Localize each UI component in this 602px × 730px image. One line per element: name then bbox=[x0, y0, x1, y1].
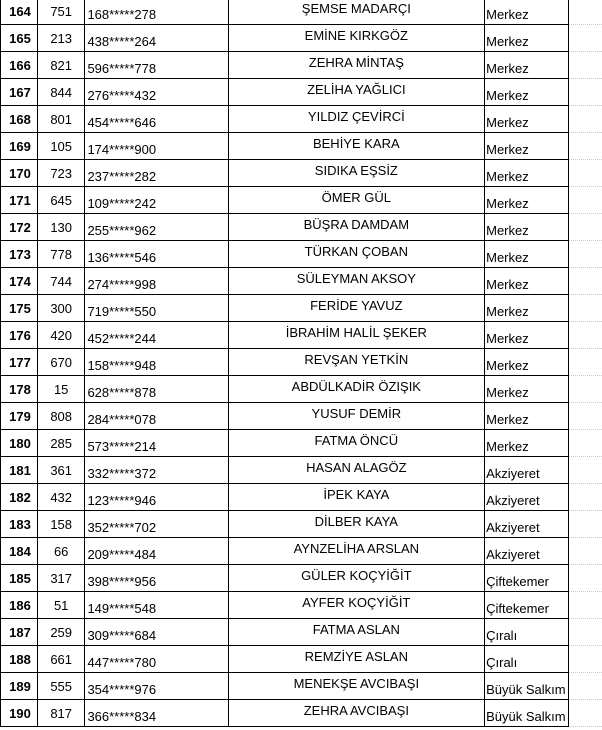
empty-cell[interactable] bbox=[569, 673, 602, 700]
table-row bbox=[1, 538, 602, 565]
full-name-cell-text: BÜŞRA DAMDAM bbox=[303, 216, 410, 232]
full-name-cell-text: MENEKŞE AVCIBAŞI bbox=[293, 675, 420, 691]
score-cell[interactable]: 285 bbox=[37, 430, 85, 457]
masked-id-cell-text: 596*****778 bbox=[87, 60, 157, 76]
full-name-cell-text: ZELİHA YAĞLICI bbox=[307, 81, 406, 97]
score-cell[interactable]: 66 bbox=[37, 538, 85, 565]
row-number-cell[interactable]: 166 bbox=[1, 52, 38, 79]
masked-id-cell[interactable] bbox=[85, 268, 228, 295]
masked-id-cell-text: 149*****548 bbox=[87, 600, 157, 616]
masked-id-cell-text: 354*****976 bbox=[87, 681, 157, 697]
masked-id-cell[interactable] bbox=[85, 646, 228, 673]
location-cell-text: Akziyeret bbox=[486, 492, 540, 508]
table-row bbox=[1, 187, 602, 214]
full-name-cell[interactable] bbox=[228, 565, 485, 592]
location-cell-text: Akziyeret bbox=[486, 465, 540, 481]
location-cell-text: Çıralı bbox=[486, 627, 518, 643]
empty-cell[interactable] bbox=[569, 214, 602, 241]
masked-id-cell[interactable] bbox=[85, 160, 228, 187]
location-cell[interactable] bbox=[485, 0, 569, 25]
row-number-cell[interactable]: 168 bbox=[1, 106, 38, 133]
full-name-cell[interactable] bbox=[228, 619, 485, 646]
table-row bbox=[1, 403, 602, 430]
table-row bbox=[1, 484, 602, 511]
full-name-cell-text: ŞEMSE MADARÇI bbox=[301, 0, 411, 16]
table-row bbox=[1, 0, 602, 25]
location-cell[interactable] bbox=[485, 619, 569, 646]
masked-id-cell-text: 309*****684 bbox=[87, 627, 157, 643]
table-row bbox=[1, 376, 602, 403]
location-cell-text: Merkez bbox=[486, 195, 529, 211]
score-cell[interactable]: 15 bbox=[37, 376, 85, 403]
location-cell-text: Merkez bbox=[486, 6, 529, 22]
full-name-cell-text: YILDIZ ÇEVİRCİ bbox=[307, 108, 405, 124]
row-number-cell[interactable]: 175 bbox=[1, 295, 38, 322]
score-cell[interactable]: 844 bbox=[37, 79, 85, 106]
location-cell-text: Merkez bbox=[486, 60, 529, 76]
full-name-cell[interactable] bbox=[228, 160, 485, 187]
full-name-cell-text: TÜRKAN ÇOBAN bbox=[304, 243, 408, 259]
location-cell[interactable] bbox=[485, 106, 569, 133]
table-row bbox=[1, 106, 602, 133]
row-number-cell[interactable]: 179 bbox=[1, 403, 38, 430]
location-cell[interactable] bbox=[485, 52, 569, 79]
table-body bbox=[1, 0, 602, 727]
location-cell[interactable] bbox=[485, 241, 569, 268]
table-row bbox=[1, 25, 602, 52]
masked-id-cell[interactable] bbox=[85, 349, 228, 376]
table-row bbox=[1, 592, 602, 619]
empty-cell[interactable] bbox=[569, 79, 602, 106]
row-number-cell[interactable]: 169 bbox=[1, 133, 38, 160]
empty-cell[interactable] bbox=[569, 0, 602, 25]
masked-id-cell-text: 123*****946 bbox=[87, 492, 157, 508]
masked-id-cell[interactable] bbox=[85, 376, 228, 403]
full-name-cell-text: ZEHRA MİNTAŞ bbox=[308, 54, 404, 70]
masked-id-cell[interactable] bbox=[85, 511, 228, 538]
masked-id-cell[interactable] bbox=[85, 484, 228, 511]
score-cell[interactable]: 300 bbox=[37, 295, 85, 322]
full-name-cell[interactable] bbox=[228, 403, 485, 430]
full-name-cell-text: ABDÜLKADİR ÖZIŞIK bbox=[291, 378, 421, 394]
row-number-cell[interactable]: 190 bbox=[1, 700, 38, 727]
score-cell[interactable]: 744 bbox=[37, 268, 85, 295]
location-cell[interactable] bbox=[485, 187, 569, 214]
table-row bbox=[1, 322, 602, 349]
location-cell[interactable] bbox=[485, 592, 569, 619]
table-row bbox=[1, 241, 602, 268]
location-cell-text: Merkez bbox=[486, 411, 529, 427]
masked-id-cell[interactable] bbox=[85, 565, 228, 592]
score-cell[interactable]: 555 bbox=[37, 673, 85, 700]
table-row bbox=[1, 349, 602, 376]
location-cell-text: Merkez bbox=[486, 33, 529, 49]
empty-cell[interactable] bbox=[569, 187, 602, 214]
full-name-cell[interactable] bbox=[228, 592, 485, 619]
masked-id-cell-text: 109*****242 bbox=[87, 195, 157, 211]
empty-cell[interactable] bbox=[569, 241, 602, 268]
location-cell-text: Büyük Salkım bbox=[486, 681, 566, 697]
full-name-cell[interactable] bbox=[228, 700, 485, 727]
empty-cell[interactable] bbox=[569, 565, 602, 592]
masked-id-cell[interactable] bbox=[85, 430, 228, 457]
row-number-cell[interactable]: 188 bbox=[1, 646, 38, 673]
row-number-cell[interactable]: 181 bbox=[1, 457, 38, 484]
full-name-cell-text: SIDIKA EŞSİZ bbox=[314, 162, 398, 178]
masked-id-cell-text: 352*****702 bbox=[87, 519, 157, 535]
location-cell[interactable] bbox=[485, 295, 569, 322]
row-number-cell[interactable]: 171 bbox=[1, 187, 38, 214]
full-name-cell[interactable] bbox=[228, 646, 485, 673]
full-name-cell-text: İPEK KAYA bbox=[323, 486, 390, 502]
full-name-cell[interactable] bbox=[228, 430, 485, 457]
score-cell[interactable]: 670 bbox=[37, 349, 85, 376]
full-name-cell[interactable] bbox=[228, 268, 485, 295]
score-cell[interactable]: 661 bbox=[37, 646, 85, 673]
table-row bbox=[1, 646, 602, 673]
full-name-cell[interactable] bbox=[228, 214, 485, 241]
location-cell-text: Çiftekemer bbox=[486, 573, 549, 589]
score-cell[interactable]: 778 bbox=[37, 241, 85, 268]
empty-cell[interactable] bbox=[569, 619, 602, 646]
full-name-cell[interactable] bbox=[228, 0, 485, 25]
masked-id-cell-text: 255*****962 bbox=[87, 222, 157, 238]
location-cell[interactable] bbox=[485, 403, 569, 430]
full-name-cell[interactable] bbox=[228, 241, 485, 268]
score-cell[interactable]: 361 bbox=[37, 457, 85, 484]
masked-id-cell-text: 174*****900 bbox=[87, 141, 157, 157]
location-cell[interactable] bbox=[485, 133, 569, 160]
full-name-cell-text: ÖMER GÜL bbox=[321, 189, 391, 205]
row-number-cell[interactable]: 178 bbox=[1, 376, 38, 403]
masked-id-cell-text: 452*****244 bbox=[87, 330, 157, 346]
masked-id-cell[interactable] bbox=[85, 538, 228, 565]
full-name-cell-text: İBRAHİM HALİL ŞEKER bbox=[285, 324, 427, 340]
masked-id-cell-text: 209*****484 bbox=[87, 546, 157, 562]
full-name-cell[interactable] bbox=[228, 511, 485, 538]
full-name-cell[interactable] bbox=[228, 673, 485, 700]
full-name-cell[interactable] bbox=[228, 52, 485, 79]
full-name-cell[interactable] bbox=[228, 295, 485, 322]
location-cell-text: Merkez bbox=[486, 141, 529, 157]
row-number-cell[interactable]: 177 bbox=[1, 349, 38, 376]
location-cell[interactable] bbox=[485, 376, 569, 403]
location-cell-text: Merkez bbox=[486, 222, 529, 238]
full-name-cell-text: FATMA ÖNCÜ bbox=[314, 432, 399, 448]
row-number-cell[interactable]: 176 bbox=[1, 322, 38, 349]
full-name-cell-text: BEHİYE KARA bbox=[312, 135, 400, 151]
location-cell-text: Merkez bbox=[486, 114, 529, 130]
empty-cell[interactable] bbox=[569, 322, 602, 349]
table-row bbox=[1, 52, 602, 79]
score-cell[interactable]: 420 bbox=[37, 322, 85, 349]
empty-cell[interactable] bbox=[569, 700, 602, 727]
full-name-cell[interactable] bbox=[228, 106, 485, 133]
full-name-cell-text: FERİDE YAVUZ bbox=[310, 297, 403, 313]
full-name-cell-text: YUSUF DEMİR bbox=[311, 405, 402, 421]
table-row bbox=[1, 619, 602, 646]
masked-id-cell[interactable] bbox=[85, 133, 228, 160]
score-cell[interactable]: 105 bbox=[37, 133, 85, 160]
location-cell[interactable] bbox=[485, 700, 569, 727]
location-cell[interactable] bbox=[485, 673, 569, 700]
full-name-cell[interactable] bbox=[228, 457, 485, 484]
masked-id-cell-text: 158*****948 bbox=[87, 357, 157, 373]
row-number-cell[interactable]: 167 bbox=[1, 79, 38, 106]
score-cell[interactable]: 432 bbox=[37, 484, 85, 511]
full-name-cell[interactable] bbox=[228, 322, 485, 349]
masked-id-cell[interactable] bbox=[85, 241, 228, 268]
table-row bbox=[1, 673, 602, 700]
location-cell[interactable] bbox=[485, 25, 569, 52]
score-cell[interactable]: 723 bbox=[37, 160, 85, 187]
masked-id-cell-text: 573*****214 bbox=[87, 438, 157, 454]
table-row bbox=[1, 700, 602, 727]
row-number-cell[interactable]: 170 bbox=[1, 160, 38, 187]
location-cell[interactable] bbox=[485, 322, 569, 349]
full-name-cell-text: FATMA ASLAN bbox=[312, 621, 400, 637]
empty-cell[interactable] bbox=[569, 538, 602, 565]
table-row bbox=[1, 79, 602, 106]
masked-id-cell-text: 447*****780 bbox=[87, 654, 157, 670]
empty-cell[interactable] bbox=[569, 160, 602, 187]
empty-cell[interactable] bbox=[569, 457, 602, 484]
masked-id-cell-text: 454*****646 bbox=[87, 114, 157, 130]
row-number-cell[interactable]: 164 bbox=[1, 0, 38, 25]
full-name-cell[interactable] bbox=[228, 187, 485, 214]
masked-id-cell[interactable] bbox=[85, 673, 228, 700]
location-cell-text: Büyük Salkım bbox=[486, 708, 566, 724]
table-row bbox=[1, 160, 602, 187]
score-cell[interactable]: 130 bbox=[37, 214, 85, 241]
location-cell[interactable] bbox=[485, 511, 569, 538]
masked-id-cell[interactable] bbox=[85, 457, 228, 484]
table-row bbox=[1, 268, 602, 295]
table-row bbox=[1, 430, 602, 457]
full-name-cell-text: DİLBER KAYA bbox=[314, 513, 398, 529]
masked-id-cell-text: 136*****546 bbox=[87, 249, 157, 265]
location-cell[interactable] bbox=[485, 430, 569, 457]
score-cell[interactable]: 51 bbox=[37, 592, 85, 619]
empty-cell[interactable] bbox=[569, 295, 602, 322]
masked-id-cell-text: 168*****278 bbox=[87, 6, 157, 22]
empty-cell[interactable] bbox=[569, 133, 602, 160]
empty-cell[interactable] bbox=[569, 592, 602, 619]
full-name-cell-text: REVŞAN YETKİN bbox=[304, 351, 409, 367]
masked-id-cell-text: 276*****432 bbox=[87, 87, 157, 103]
empty-cell[interactable] bbox=[569, 403, 602, 430]
masked-id-cell[interactable] bbox=[85, 700, 228, 727]
location-cell-text: Merkez bbox=[486, 330, 529, 346]
masked-id-cell[interactable] bbox=[85, 52, 228, 79]
empty-cell[interactable] bbox=[569, 484, 602, 511]
score-cell[interactable]: 213 bbox=[37, 25, 85, 52]
masked-id-cell-text: 284*****078 bbox=[87, 411, 157, 427]
location-cell-text: Merkez bbox=[486, 438, 529, 454]
row-number-cell[interactable]: 180 bbox=[1, 430, 38, 457]
masked-id-cell-text: 438*****264 bbox=[87, 33, 157, 49]
table-row bbox=[1, 133, 602, 160]
location-cell-text: Merkez bbox=[486, 276, 529, 292]
masked-id-cell-text: 398*****956 bbox=[87, 573, 157, 589]
location-cell-text: Merkez bbox=[486, 87, 529, 103]
score-cell[interactable]: 808 bbox=[37, 403, 85, 430]
row-number-cell[interactable]: 182 bbox=[1, 484, 38, 511]
masked-id-cell[interactable] bbox=[85, 106, 228, 133]
location-cell[interactable] bbox=[485, 646, 569, 673]
row-number-cell[interactable]: 165 bbox=[1, 25, 38, 52]
location-cell[interactable] bbox=[485, 484, 569, 511]
full-name-cell[interactable] bbox=[228, 376, 485, 403]
table-row bbox=[1, 295, 602, 322]
location-cell-text: Merkez bbox=[486, 168, 529, 184]
empty-cell[interactable] bbox=[569, 511, 602, 538]
score-cell[interactable]: 751 bbox=[37, 0, 85, 25]
score-cell[interactable]: 645 bbox=[37, 187, 85, 214]
full-name-cell-text: EMİNE KIRKGÖZ bbox=[304, 27, 408, 43]
location-cell-text: Merkez bbox=[486, 249, 529, 265]
full-name-cell[interactable] bbox=[228, 538, 485, 565]
location-cell[interactable] bbox=[485, 79, 569, 106]
masked-id-cell-text: 274*****998 bbox=[87, 276, 157, 292]
score-cell[interactable]: 821 bbox=[37, 52, 85, 79]
masked-id-cell-text: 332*****372 bbox=[87, 465, 157, 481]
table-row bbox=[1, 457, 602, 484]
full-name-cell[interactable] bbox=[228, 133, 485, 160]
full-name-cell-text: AYNZELİHA ARSLAN bbox=[293, 540, 420, 556]
full-name-cell-text: SÜLEYMAN AKSOY bbox=[296, 270, 416, 286]
row-number-cell[interactable]: 173 bbox=[1, 241, 38, 268]
location-cell[interactable] bbox=[485, 214, 569, 241]
empty-cell[interactable] bbox=[569, 52, 602, 79]
full-name-cell-text: ZEHRA AVCIBAŞI bbox=[303, 702, 409, 718]
masked-id-cell-text: 237*****282 bbox=[87, 168, 157, 184]
location-cell-text: Merkez bbox=[486, 384, 529, 400]
full-name-cell[interactable] bbox=[228, 25, 485, 52]
location-cell-text: Merkez bbox=[486, 357, 529, 373]
score-cell[interactable]: 158 bbox=[37, 511, 85, 538]
masked-id-cell[interactable] bbox=[85, 79, 228, 106]
masked-id-cell[interactable] bbox=[85, 187, 228, 214]
row-number-cell[interactable]: 172 bbox=[1, 214, 38, 241]
row-number-cell[interactable]: 189 bbox=[1, 673, 38, 700]
masked-id-cell[interactable] bbox=[85, 619, 228, 646]
location-cell[interactable] bbox=[485, 160, 569, 187]
full-name-cell[interactable] bbox=[228, 484, 485, 511]
masked-id-cell[interactable] bbox=[85, 295, 228, 322]
empty-cell[interactable] bbox=[569, 376, 602, 403]
empty-cell[interactable] bbox=[569, 646, 602, 673]
table-row bbox=[1, 565, 602, 592]
row-number-cell[interactable]: 183 bbox=[1, 511, 38, 538]
score-cell[interactable]: 259 bbox=[37, 619, 85, 646]
empty-cell[interactable] bbox=[569, 349, 602, 376]
masked-id-cell[interactable] bbox=[85, 322, 228, 349]
masked-id-cell[interactable] bbox=[85, 25, 228, 52]
full-name-cell[interactable] bbox=[228, 79, 485, 106]
location-cell[interactable] bbox=[485, 349, 569, 376]
location-cell[interactable] bbox=[485, 538, 569, 565]
full-name-cell[interactable] bbox=[228, 349, 485, 376]
table-row bbox=[1, 214, 602, 241]
score-cell[interactable]: 817 bbox=[37, 700, 85, 727]
location-cell[interactable] bbox=[485, 268, 569, 295]
row-number-cell[interactable]: 185 bbox=[1, 565, 38, 592]
location-cell[interactable] bbox=[485, 565, 569, 592]
masked-id-cell[interactable] bbox=[85, 592, 228, 619]
location-cell-text: Akziyeret bbox=[486, 546, 540, 562]
full-name-cell-text: GÜLER KOÇYİĞİT bbox=[301, 567, 412, 583]
empty-cell[interactable] bbox=[569, 25, 602, 52]
masked-id-cell[interactable] bbox=[85, 403, 228, 430]
masked-id-cell[interactable] bbox=[85, 0, 228, 25]
masked-id-cell-text: 628*****878 bbox=[87, 384, 157, 400]
empty-cell[interactable] bbox=[569, 430, 602, 457]
location-cell-text: Merkez bbox=[486, 303, 529, 319]
location-cell-text: Çiftekemer bbox=[486, 600, 549, 616]
masked-id-cell-text: 366*****834 bbox=[87, 708, 157, 724]
full-name-cell-text: HASAN ALAGÖZ bbox=[306, 459, 407, 475]
location-cell[interactable] bbox=[485, 457, 569, 484]
score-cell[interactable]: 317 bbox=[37, 565, 85, 592]
table-row bbox=[1, 511, 602, 538]
row-number-cell[interactable]: 187 bbox=[1, 619, 38, 646]
masked-id-cell-text: 719*****550 bbox=[87, 303, 157, 319]
masked-id-cell[interactable] bbox=[85, 214, 228, 241]
empty-cell[interactable] bbox=[569, 268, 602, 295]
full-name-cell-text: REMZİYE ASLAN bbox=[304, 648, 408, 664]
score-cell[interactable]: 801 bbox=[37, 106, 85, 133]
row-number-cell[interactable]: 186 bbox=[1, 592, 38, 619]
location-cell-text: Çıralı bbox=[486, 654, 518, 670]
row-number-cell[interactable]: 184 bbox=[1, 538, 38, 565]
location-cell-text: Akziyeret bbox=[486, 519, 540, 535]
row-number-cell[interactable]: 174 bbox=[1, 268, 38, 295]
empty-cell[interactable] bbox=[569, 106, 602, 133]
full-name-cell-text: AYFER KOÇYİĞİT bbox=[302, 594, 411, 610]
